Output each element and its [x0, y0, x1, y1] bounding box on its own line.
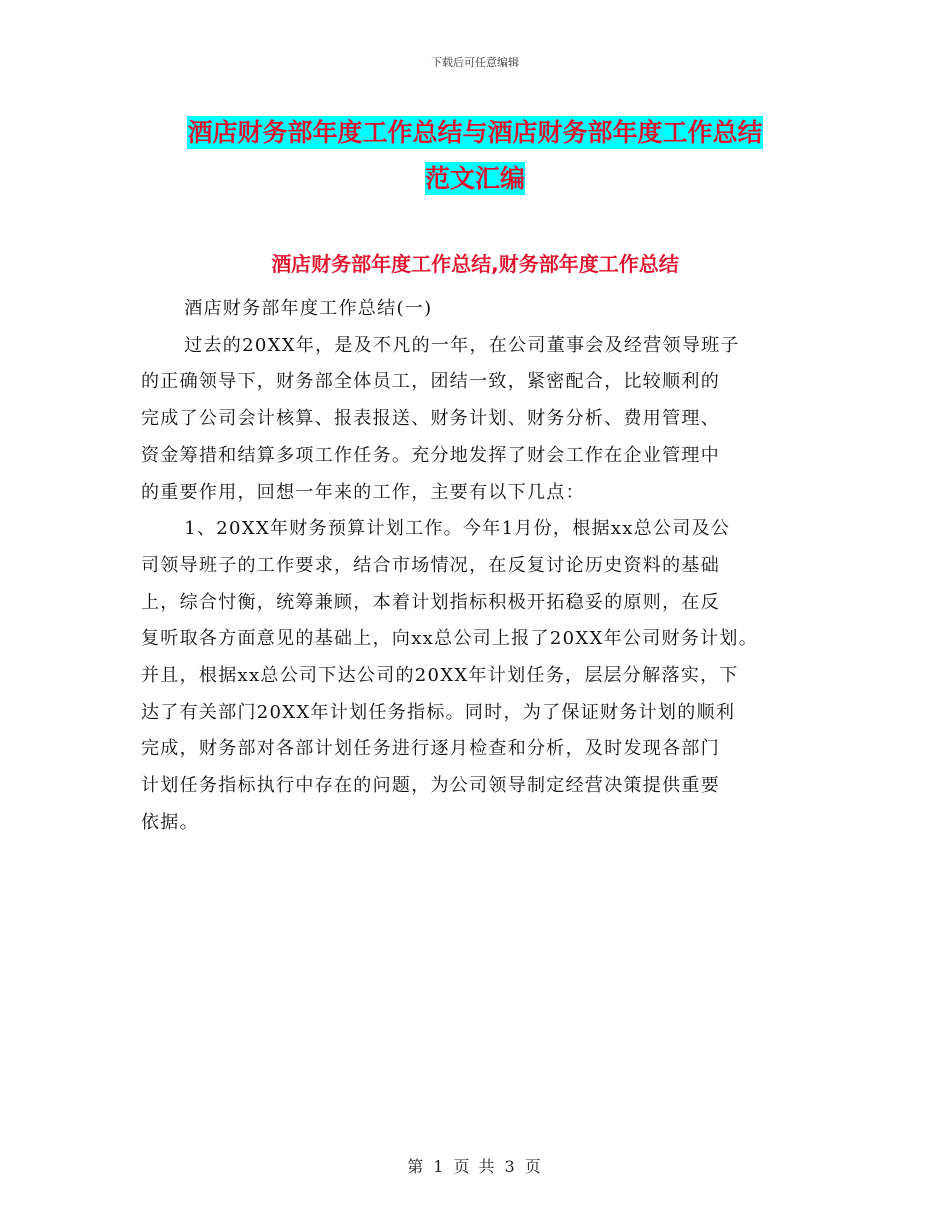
body-paragraph-2: 1、20XX年财务预算计划工作。今年1月份，根据xx总公司及公 司领导班子的工作要求，结合市场情况，在反复讨论历史资料的基础 上，综合忖衡，统筹兼顾，本着计划指标积极开拓稳妥的原则，在反 复听取各方面意见的基础上，向xx总公司上报了20XX年公司财务计划。 并且，根据xx总公司下达公司的20XX年计划任务，层层分解落实，下 达了有关部门20XX年计划任务指标。同时，为了保证财务计划的顺利 完成，财务部对各部计划任务进行逐月检查和分析，及时发现各部门 计划任务指标执行中存在的问题，为公司领导制定经营决策提供重要 依据。: [141, 518, 759, 833]
body-paragraph-1: 过去的20XX年，是及不凡的一年，在公司董事会及经营领导班子 的正确领导下，财务部全体员工，团结一致，紧密配合，比较顺利的 完成了公司会计核算、报表报送、财务计划、财务分析、费用管理、 资金筹措和结算多项工作任务。充分地发挥了财会工作在企业管理中 的重要作用，回想一年来的工作，主要有以下几点：: [141, 334, 740, 503]
page-footer: [0, 1154, 950, 1177]
title-line-1: 酒店财务部年度工作总结与酒店财务部年度工作总结: [187, 118, 763, 147]
page-suffix: 页: [524, 1157, 543, 1176]
title-line-2: 范文汇编: [424, 164, 525, 193]
section-heading: 酒店财务部年度工作总结(一): [184, 298, 433, 319]
document-body: [141, 291, 841, 842]
document-title: [0, 110, 950, 202]
header-note: 下载后可任意编辑: [431, 56, 519, 69]
page-total: 3: [504, 1157, 517, 1176]
page-current: 1: [433, 1157, 446, 1176]
document-subtitle: 酒店财务部年度工作总结,财务部年度工作总结: [271, 252, 679, 276]
page-prefix: 第: [407, 1157, 426, 1176]
page-mid: 页 共: [453, 1157, 497, 1176]
